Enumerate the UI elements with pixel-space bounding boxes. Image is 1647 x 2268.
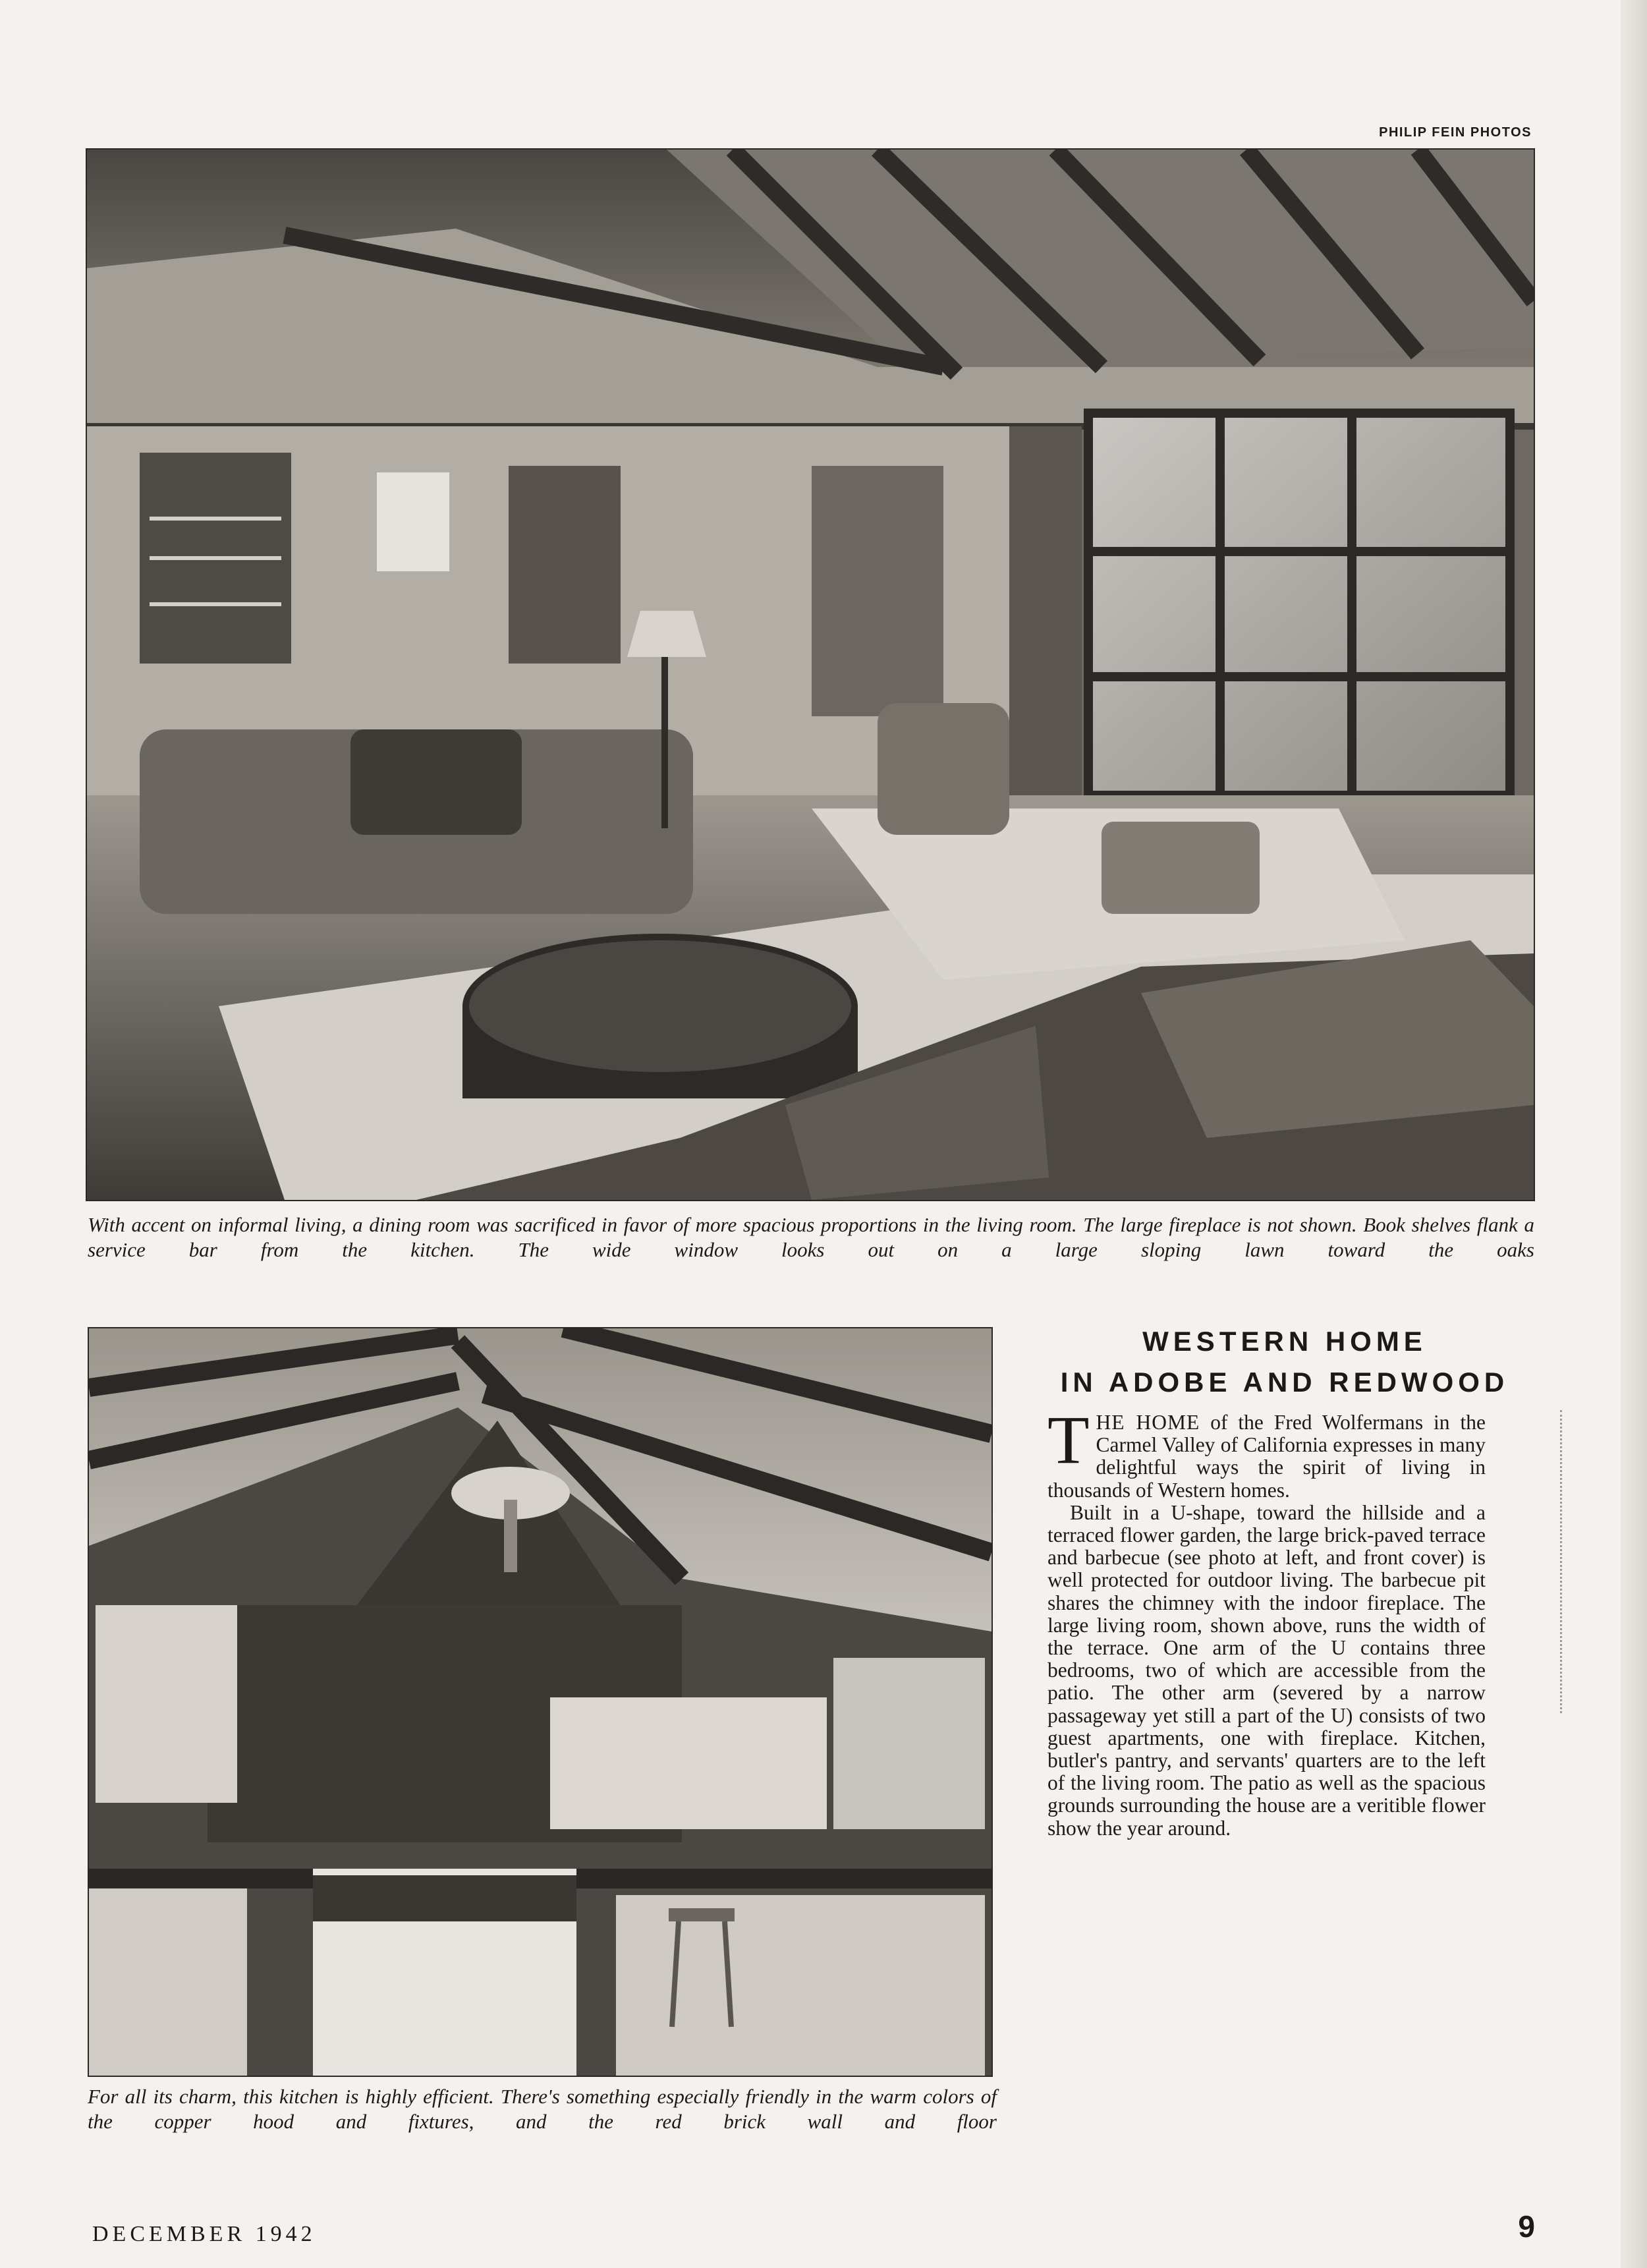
page-edge	[1621, 0, 1647, 2268]
paragraph-1-text: of the Fred Wolfermans in the Carmel Valley of California expresses in many delightful ways the spirit of living in thousands of Western homes.	[1047, 1411, 1486, 1502]
kitchen-caption: For all its charm, this kitchen is highly efficient. There's something especially friendly in the warm colors of the copper hood and fixtures, and the red brick wall and floor	[88, 2085, 997, 2133]
article-paragraph-2: Built in a U-shape, toward the hillside and a terraced flower garden, the large brick-paved terrace and barbecue (see photo at left, and front cover) is well protected for outdoor living. The barbecue pit shares the chimney with the indoor fireplace. The large living room, shown above, runs the width of the terrace. One arm of the U contains three bedrooms, two of which are accessible from the patio. The other arm (severed by a narrow passageway yet still a part of the U) consists of two guest apartments, one with fireplace. Kitchen, butler's pantry, and servants' quarters are to the left of the living room. The patio as well as the spacious grounds surrounding the house are a veritible flower show the year around.	[1047, 1500, 1486, 1840]
footer-date: DECEMBER 1942	[92, 2222, 316, 2246]
drop-cap: T	[1047, 1402, 1090, 1478]
living-room-caption: With accent on informal living, a dining room was sacrificed in favor of more spacious proportions in the living room. The large fireplace is not shown. Book shelves flank a service bar from the kitchen. The wide window looks out on a large sloping lawn toward the oaks	[88, 1213, 1534, 1261]
kitchen-photo	[88, 1327, 993, 2077]
article-title	[1034, 1321, 1535, 1403]
page-number: 9	[1518, 2209, 1535, 2244]
living-room-photo	[86, 148, 1535, 1201]
article-title-line2: IN ADOBE AND REDWOOD	[1060, 1367, 1509, 1398]
article-title-line1: WESTERN HOME	[1142, 1326, 1427, 1357]
lead-smallcaps: HE HOME	[1096, 1411, 1200, 1434]
article-paragraph-1	[1047, 1402, 1486, 1502]
dotted-rule	[1560, 1410, 1565, 1713]
photo-credit: PHILIP FEIN PHOTOS	[1379, 125, 1532, 140]
article-body	[1047, 1402, 1486, 1840]
